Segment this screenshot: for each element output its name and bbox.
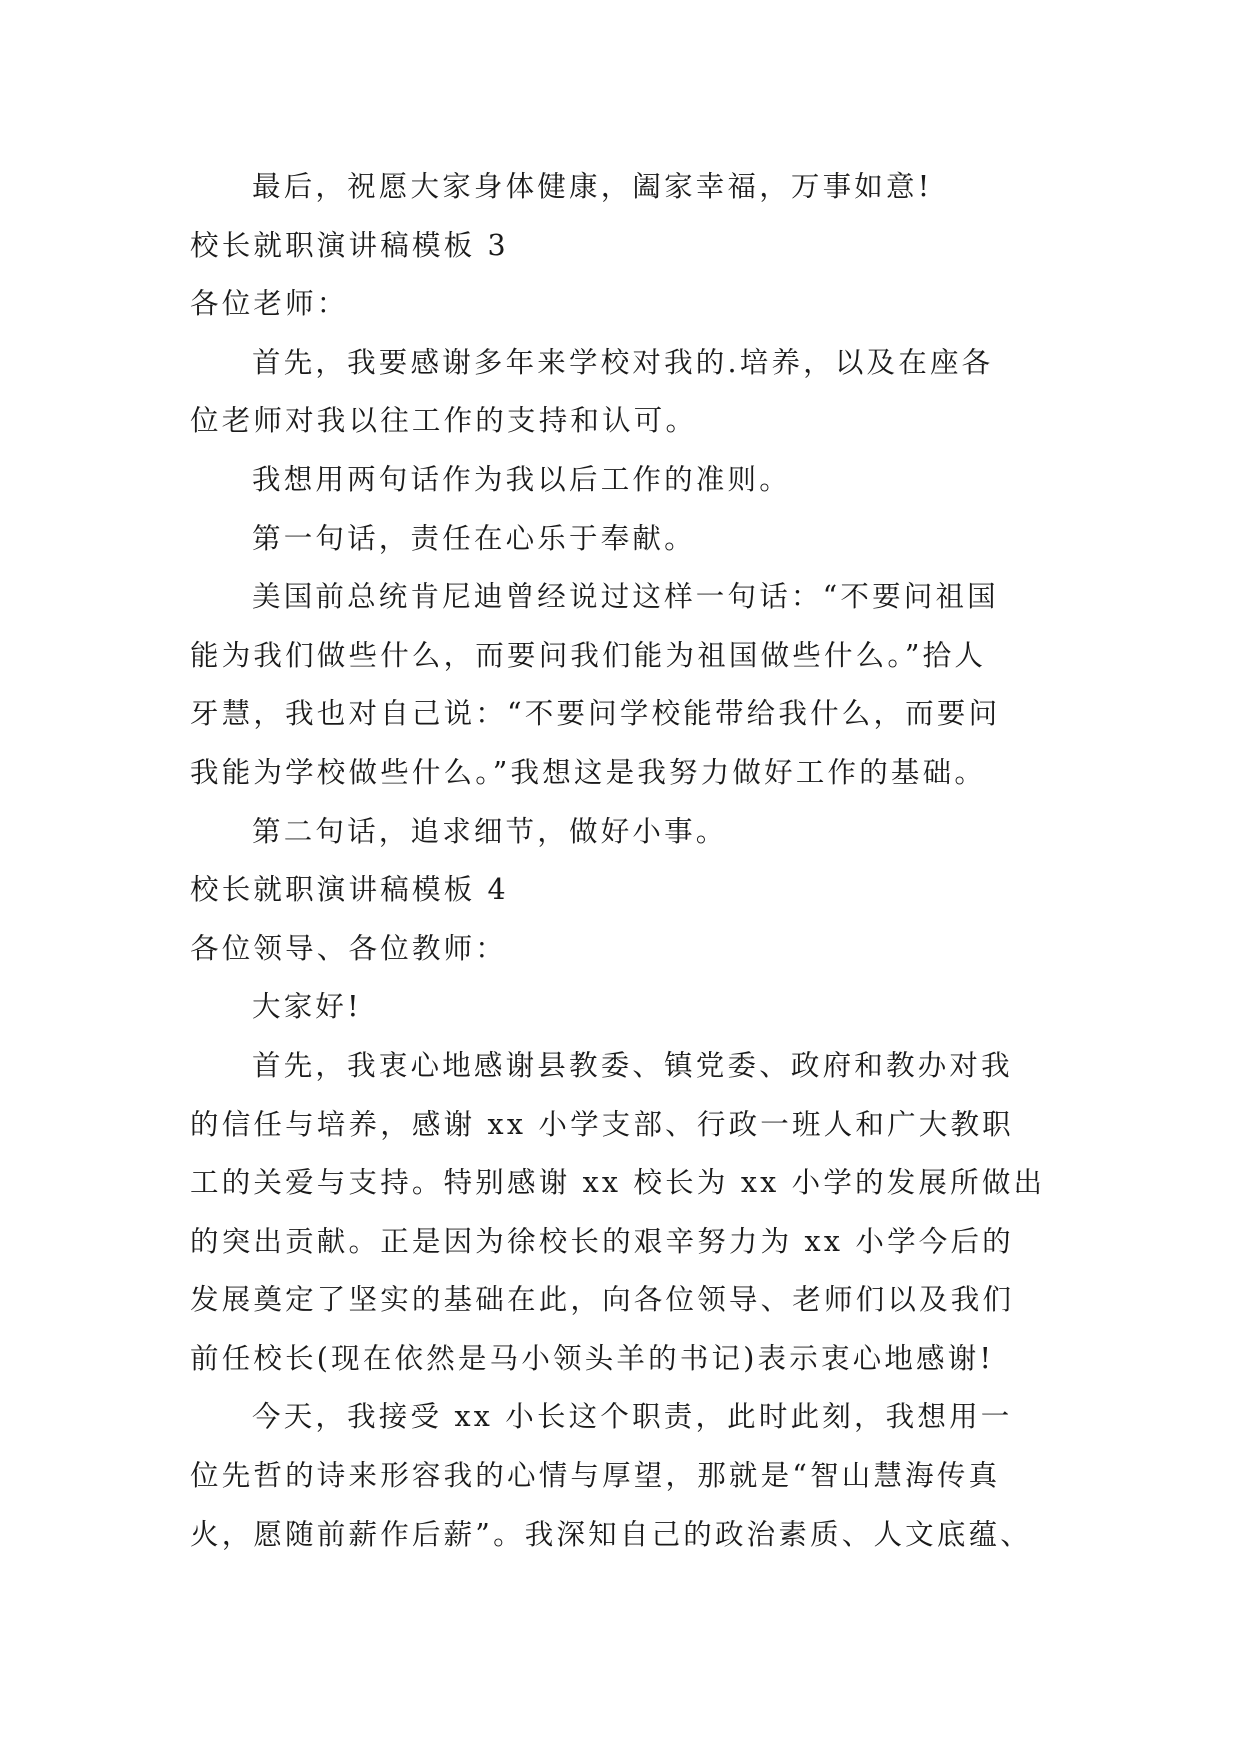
text-line: 我能为学校做些什么。”我想这是我努力做好工作的基础。	[190, 755, 987, 789]
text-line: 美国前总统肯尼迪曾经说过这样一句话：“不要问祖国	[252, 580, 999, 614]
text-line: 第二句话，追求细节，做好小事。	[252, 814, 728, 848]
text-line: 牙慧，我也对自己说：“不要问学校能带给我什么，而要问	[190, 697, 1001, 731]
text-line: 首先，我要感谢多年来学校对我的.培养，以及在座各	[252, 345, 994, 379]
text-line: 位老师对我以往工作的支持和认可。	[190, 404, 698, 438]
text-line: 最后，祝愿大家身体健康，阖家幸福，万事如意!	[252, 170, 933, 203]
document-body	[190, 158, 1070, 1564]
text-line: 的突出贡献。正是因为徐校长的艰辛努力为 xx 小学今后的	[190, 1224, 1014, 1258]
text-line: 校长就职演讲稿模板 3	[190, 228, 509, 262]
text-line: 火，愿随前薪作后薪”。我深知自己的政治素质、人文底蕴、	[190, 1517, 1032, 1551]
text-line: 各位老师：	[190, 287, 349, 321]
text-line: 能为我们做些什么，而要问我们能为祖国做些什么。”拾人	[190, 638, 987, 672]
text-line: 各位领导、各位教师：	[190, 931, 508, 965]
text-line: 校长就职演讲稿模板 4	[190, 873, 509, 907]
text-line: 大家好!	[252, 990, 362, 1024]
text-line: 工的关爱与支持。特别感谢 xx 校长为 xx 小学的发展所做出	[190, 1166, 1046, 1200]
text-line: 我想用两句话作为我以后工作的准则。	[252, 462, 791, 496]
text-line: 今天，我接受 xx 小长这个职责，此时此刻，我想用一	[252, 1400, 1013, 1434]
text-line: 发展奠定了坚实的基础在此，向各位领导、老师们以及我们	[190, 1283, 1015, 1317]
text-line: 第一句话，责任在心乐于奉献。	[252, 521, 696, 555]
text-line: 首先，我衷心地感谢县教委、镇党委、政府和教办对我	[252, 1048, 1013, 1082]
text-line: 前任校长(现在依然是马小领头羊的书记)表示衷心地感谢!	[190, 1341, 995, 1375]
text-line: 的信任与培养，感谢 xx 小学支部、行政一班人和广大教职	[190, 1107, 1014, 1141]
text-line: 位先哲的诗来形容我的心情与厚望，那就是“智山慧海传真	[190, 1459, 1001, 1493]
